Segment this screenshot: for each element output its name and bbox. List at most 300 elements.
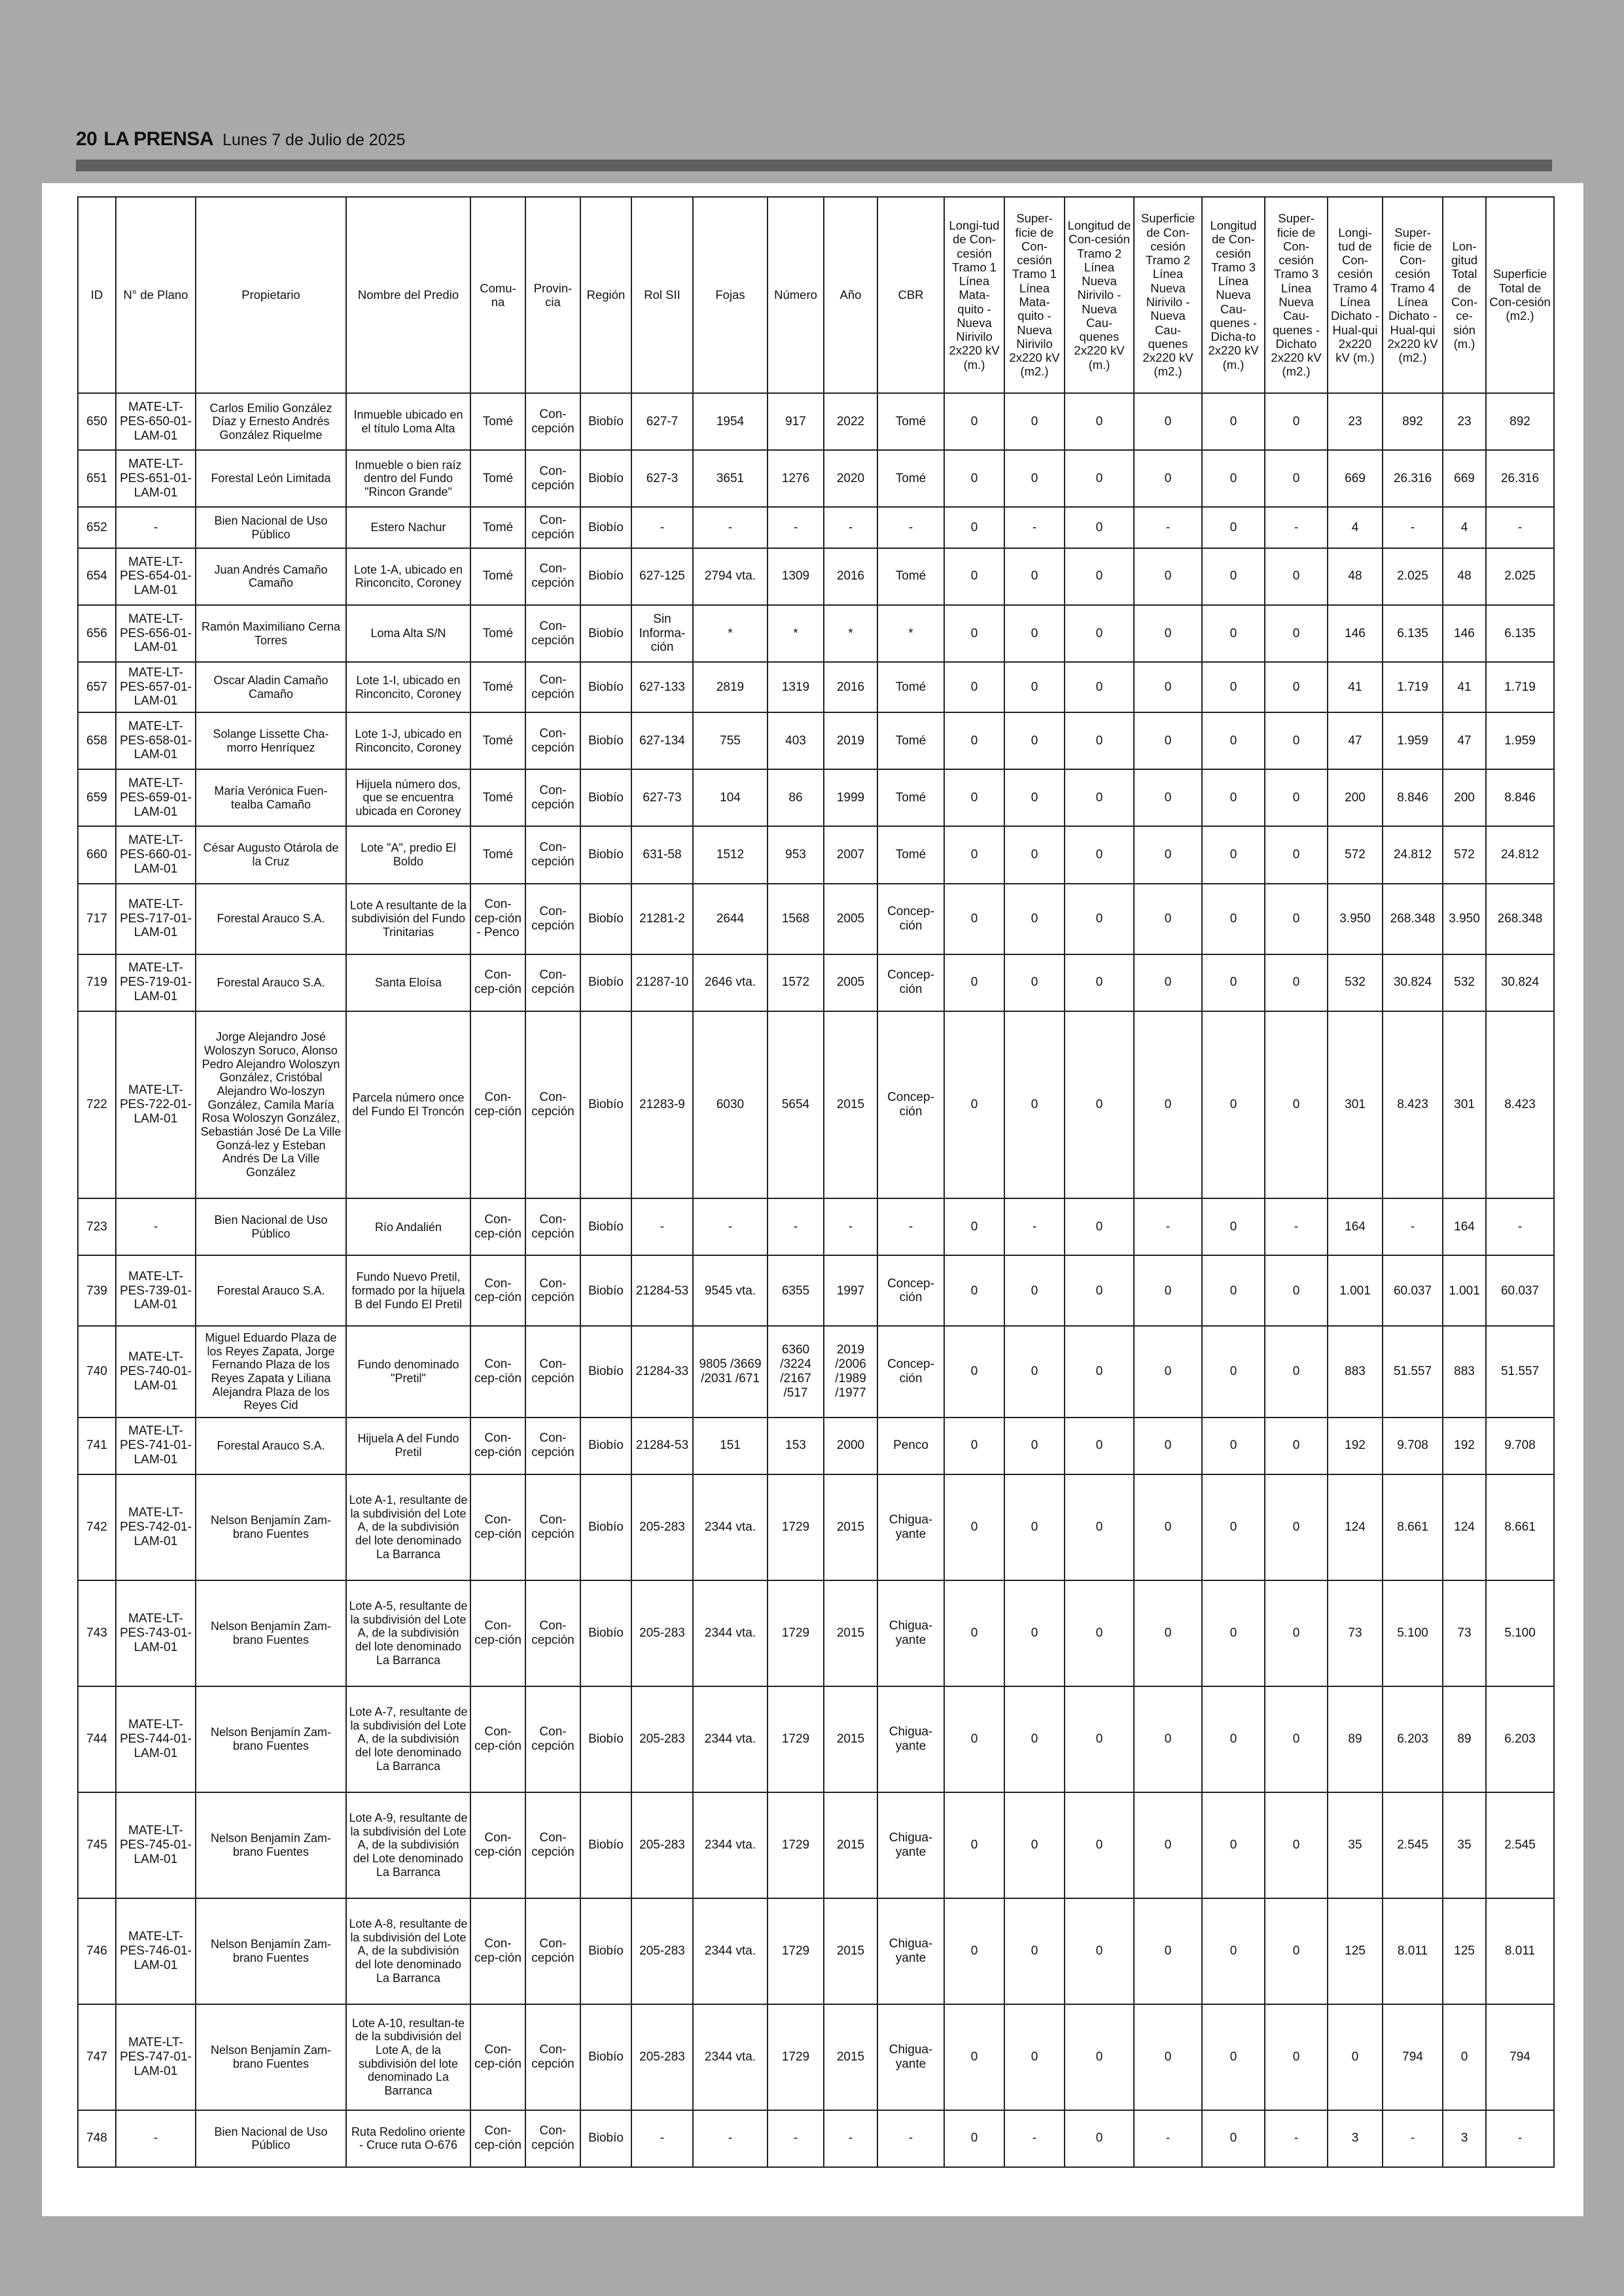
- table-cell: Tomé: [877, 450, 944, 507]
- table-cell: Con-cepción: [525, 1418, 580, 1474]
- table-cell: 2005: [824, 954, 877, 1011]
- table-cell: 0: [1065, 1418, 1134, 1474]
- table-cell: 205-283: [631, 2004, 693, 2110]
- table-cell: 8.846: [1383, 769, 1443, 826]
- column-header: Superficie de Con-cesión Tramo 2 Línea Nueva Nirivilo - Nueva Cau-quenes 2x220 kV (m2.): [1134, 197, 1202, 393]
- table-cell: 0: [944, 884, 1004, 954]
- table-cell: 0: [1265, 393, 1328, 450]
- table-cell: 9.708: [1486, 1418, 1554, 1474]
- table-cell: Con-cep-ción: [470, 1198, 525, 1255]
- table-cell: Biobío: [580, 605, 631, 662]
- table-cell: 0: [944, 605, 1004, 662]
- column-header: Comu-na: [470, 197, 525, 393]
- table-cell: 47: [1328, 712, 1383, 769]
- table-cell: 0: [1134, 1255, 1202, 1326]
- table-cell: 0: [1265, 1686, 1328, 1792]
- table-cell: 0: [1265, 954, 1328, 1011]
- table-cell: 0: [1134, 1686, 1202, 1792]
- table-cell: 0: [1265, 1580, 1328, 1686]
- table-cell: Con-cep-ción: [470, 1580, 525, 1686]
- table-cell: MATE-LT-PES-743-01-LAM-01: [116, 1580, 196, 1686]
- table-cell: 0: [1265, 1326, 1328, 1417]
- table-cell: Solange Lissette Cha-morro Henríquez: [196, 712, 346, 769]
- table-cell: Biobío: [580, 2110, 631, 2167]
- table-cell: 2344 vta.: [693, 2004, 768, 2110]
- table-cell: Biobío: [580, 1474, 631, 1580]
- table-cell: 0: [1265, 712, 1328, 769]
- table-cell: 0: [1004, 954, 1065, 1011]
- table-cell: *: [693, 605, 768, 662]
- table-cell: 0: [1065, 1326, 1134, 1417]
- table-cell: Fundo Nuevo Pretil, formado por la hijuela B del Fundo El Pretil: [346, 1255, 470, 1326]
- table-cell: Tomé: [877, 662, 944, 712]
- table-cell: -: [1383, 507, 1443, 548]
- table-cell: -: [1265, 1198, 1328, 1255]
- table-cell: 0: [1265, 1011, 1328, 1199]
- table-cell: Con-cep-ción: [470, 1011, 525, 1199]
- table-cell: 0: [944, 769, 1004, 826]
- table-cell: Con-cepción: [525, 662, 580, 712]
- table-cell: *: [824, 605, 877, 662]
- table-cell: 0: [1004, 1474, 1065, 1580]
- table-cell: 5.100: [1486, 1580, 1554, 1686]
- table-row: [78, 450, 1554, 507]
- table-cell: -: [824, 2110, 877, 2167]
- column-header: N° de Plano: [116, 197, 196, 393]
- table-row: [78, 884, 1554, 954]
- table-cell: 0: [1202, 450, 1265, 507]
- table-cell: 627-134: [631, 712, 693, 769]
- table-cell: 2016: [824, 662, 877, 712]
- table-cell: Con-cepción: [525, 1255, 580, 1326]
- table-cell: 0: [1065, 393, 1134, 450]
- table-cell: MATE-LT-PES-654-01-LAM-01: [116, 548, 196, 605]
- table-cell: 6.203: [1486, 1686, 1554, 1792]
- table-cell: 0: [944, 1198, 1004, 1255]
- table-cell: Inmueble ubicado en el título Loma Alta: [346, 393, 470, 450]
- table-cell: 1568: [768, 884, 824, 954]
- table-cell: Biobío: [580, 393, 631, 450]
- table-cell: 2344 vta.: [693, 1686, 768, 1792]
- table-cell: Ruta Redolino oriente - Cruce ruta O-676: [346, 2110, 470, 2167]
- table-cell: Concep-ción: [877, 1011, 944, 1199]
- table-cell: 650: [78, 393, 116, 450]
- table-cell: 23: [1443, 393, 1486, 450]
- table-cell: 200: [1443, 769, 1486, 826]
- table-cell: 1997: [824, 1255, 877, 1326]
- table-cell: 0: [944, 1326, 1004, 1417]
- table-cell: 669: [1443, 450, 1486, 507]
- table-cell: 0: [1202, 769, 1265, 826]
- table-cell: MATE-LT-PES-722-01-LAM-01: [116, 1011, 196, 1199]
- table-cell: 0: [1134, 1418, 1202, 1474]
- table-cell: -: [631, 2110, 693, 2167]
- table-row: [78, 1792, 1554, 1898]
- table-cell: 8.423: [1383, 1011, 1443, 1199]
- column-header: Año: [824, 197, 877, 393]
- table-row: [78, 1898, 1554, 2004]
- table-cell: 86: [768, 769, 824, 826]
- column-header: Número: [768, 197, 824, 393]
- table-cell: Forestal Arauco S.A.: [196, 1255, 346, 1326]
- table-cell: -: [1004, 1198, 1065, 1255]
- table-cell: 0: [1004, 1792, 1065, 1898]
- table-cell: 30.824: [1383, 954, 1443, 1011]
- table-cell: 73: [1443, 1580, 1486, 1686]
- table-cell: 627-73: [631, 769, 693, 826]
- column-header: ID: [78, 197, 116, 393]
- table-cell: Tomé: [470, 712, 525, 769]
- table-cell: 9805 /3669 /2031 /671: [693, 1326, 768, 1417]
- table-cell: Nelson Benjamín Zam-brano Fuentes: [196, 1474, 346, 1580]
- table-cell: Chigua-yante: [877, 1686, 944, 1792]
- table-cell: 2.025: [1383, 548, 1443, 605]
- table-cell: Con-cepción: [525, 826, 580, 883]
- table-cell: 1729: [768, 1898, 824, 2004]
- table-cell: -: [877, 2110, 944, 2167]
- column-header: Super-ficie de Con-cesión Tramo 4 Línea Dichato - Hual-qui 2x220 kV (m2.): [1383, 197, 1443, 393]
- table-cell: Lote A resultante de la subdivisión del Fundo Trinitarias: [346, 884, 470, 954]
- table-cell: Bien Nacional de Uso Público: [196, 2110, 346, 2167]
- table-cell: -: [693, 2110, 768, 2167]
- table-cell: Lote A-7, resultante de la subdivisión del Lote A, de la subdivisión del lote denominado La Barranca: [346, 1686, 470, 1792]
- table-cell: MATE-LT-PES-744-01-LAM-01: [116, 1686, 196, 1792]
- table-cell: Tomé: [877, 548, 944, 605]
- table-cell: Con-cepción: [525, 1198, 580, 1255]
- table-cell: 1309: [768, 548, 824, 605]
- table-cell: 0: [1065, 450, 1134, 507]
- table-cell: 89: [1443, 1686, 1486, 1792]
- table-cell: Con-cepción: [525, 1326, 580, 1417]
- table-cell: 192: [1443, 1418, 1486, 1474]
- column-header: Nombre del Predio: [346, 197, 470, 393]
- table-cell: 205-283: [631, 1474, 693, 1580]
- table-cell: 2016: [824, 548, 877, 605]
- table-cell: 745: [78, 1792, 116, 1898]
- table-cell: Biobío: [580, 1686, 631, 1792]
- table-cell: Con-cep-ción: [470, 2004, 525, 2110]
- table-cell: Hijuela A del Fundo Pretil: [346, 1418, 470, 1474]
- table-cell: 2819: [693, 662, 768, 712]
- table-cell: 6030: [693, 1011, 768, 1199]
- table-cell: 6.135: [1486, 605, 1554, 662]
- table-cell: Tomé: [470, 769, 525, 826]
- column-header: Región: [580, 197, 631, 393]
- table-cell: 0: [944, 662, 1004, 712]
- table-cell: Con-cepción: [525, 712, 580, 769]
- table-cell: Con-cep-ción: [470, 1792, 525, 1898]
- table-cell: 0: [1134, 826, 1202, 883]
- table-row: [78, 548, 1554, 605]
- table-cell: 0: [1004, 769, 1065, 826]
- column-header: Lon-gitud Total de Con-ce-sión (m.): [1443, 197, 1486, 393]
- table-cell: Tomé: [470, 507, 525, 548]
- table-cell: 0: [1004, 2004, 1065, 2110]
- table-cell: 2644: [693, 884, 768, 954]
- table-cell: 0: [1202, 2110, 1265, 2167]
- table-cell: 1729: [768, 2004, 824, 2110]
- table-cell: 8.661: [1486, 1474, 1554, 1580]
- table-cell: 51.557: [1486, 1326, 1554, 1417]
- table-cell: 205-283: [631, 1580, 693, 1686]
- table-cell: 2344 vta.: [693, 1474, 768, 1580]
- table-cell: 0: [944, 450, 1004, 507]
- table-cell: 4: [1443, 507, 1486, 548]
- table-cell: Concep-ción: [877, 1326, 944, 1417]
- table-cell: 631-58: [631, 826, 693, 883]
- table-cell: Miguel Eduardo Plaza de los Reyes Zapata, Jorge Fernando Plaza de los Reyes Zapata y Liliana Alejandra Plaza de los Reyes Cid: [196, 1326, 346, 1417]
- table-cell: Loma Alta S/N: [346, 605, 470, 662]
- table-cell: MATE-LT-PES-719-01-LAM-01: [116, 954, 196, 1011]
- table-cell: MATE-LT-PES-651-01-LAM-01: [116, 450, 196, 507]
- table-cell: Biobío: [580, 712, 631, 769]
- table-cell: Forestal Arauco S.A.: [196, 1418, 346, 1474]
- table-cell: 2005: [824, 884, 877, 954]
- table-row: [78, 826, 1554, 883]
- table-row: [78, 769, 1554, 826]
- table-cell: 21284-53: [631, 1418, 693, 1474]
- table-cell: 24.812: [1383, 826, 1443, 883]
- table-cell: 0: [1065, 1898, 1134, 2004]
- table-cell: 748: [78, 2110, 116, 2167]
- table-cell: -: [116, 2110, 196, 2167]
- table-cell: 0: [1328, 2004, 1383, 2110]
- table-cell: 652: [78, 507, 116, 548]
- table-cell: 89: [1328, 1686, 1383, 1792]
- table-cell: MATE-LT-PES-659-01-LAM-01: [116, 769, 196, 826]
- table-cell: 0: [1004, 393, 1065, 450]
- table-cell: Tomé: [470, 662, 525, 712]
- table-cell: -: [877, 1198, 944, 1255]
- table-cell: Santa Eloísa: [346, 954, 470, 1011]
- table-cell: Ramón Maximiliano Cerna Torres: [196, 605, 346, 662]
- table-cell: 0: [1202, 1898, 1265, 2004]
- table-cell: Oscar Aladin Camaño Camaño: [196, 662, 346, 712]
- table-cell: Con-cepción: [525, 954, 580, 1011]
- table-cell: -: [1265, 507, 1328, 548]
- table-cell: 0: [1443, 2004, 1486, 2110]
- table-cell: Río Andalién: [346, 1198, 470, 1255]
- table-cell: Tomé: [470, 393, 525, 450]
- table-cell: 1729: [768, 1474, 824, 1580]
- table-cell: 1999: [824, 769, 877, 826]
- table-cell: 73: [1328, 1580, 1383, 1686]
- table-cell: 164: [1328, 1198, 1383, 1255]
- table-cell: 532: [1443, 954, 1486, 1011]
- table-cell: 0: [1065, 2004, 1134, 2110]
- table-cell: -: [1383, 1198, 1443, 1255]
- table-cell: 0: [1065, 1474, 1134, 1580]
- table-cell: Tomé: [470, 450, 525, 507]
- table-cell: 6355: [768, 1255, 824, 1326]
- table-cell: 3.950: [1328, 884, 1383, 954]
- table-cell: 5654: [768, 1011, 824, 1199]
- table-cell: 0: [1202, 1418, 1265, 1474]
- table-cell: 2.545: [1383, 1792, 1443, 1898]
- table-cell: 21281-2: [631, 884, 693, 954]
- table-cell: 794: [1383, 2004, 1443, 2110]
- table-cell: 0: [1134, 1898, 1202, 2004]
- table-cell: 0: [944, 393, 1004, 450]
- table-cell: 0: [1202, 507, 1265, 548]
- table-cell: -: [877, 507, 944, 548]
- table-cell: 0: [1265, 1792, 1328, 1898]
- table-cell: 658: [78, 712, 116, 769]
- table-cell: Lote 1-A, ubicado en Rinconcito, Coroney: [346, 548, 470, 605]
- table-cell: 0: [1202, 1580, 1265, 1686]
- table-cell: Estero Nachur: [346, 507, 470, 548]
- table-cell: 1512: [693, 826, 768, 883]
- table-cell: -: [768, 1198, 824, 1255]
- table-cell: Biobío: [580, 450, 631, 507]
- table-cell: Penco: [877, 1418, 944, 1474]
- table-cell: 0: [1004, 605, 1065, 662]
- table-cell: 0: [1202, 1011, 1265, 1199]
- table-cell: 41: [1328, 662, 1383, 712]
- header-rule: [76, 160, 1552, 171]
- table-cell: 1729: [768, 1686, 824, 1792]
- table-cell: Sin Informa-ción: [631, 605, 693, 662]
- table-cell: Inmueble o bien raíz dentro del Fundo "Rincon Grande": [346, 450, 470, 507]
- table-cell: -: [1134, 507, 1202, 548]
- table-cell: 719: [78, 954, 116, 1011]
- table-cell: -: [631, 1198, 693, 1255]
- table-cell: 892: [1486, 393, 1554, 450]
- table-cell: Bien Nacional de Uso Público: [196, 507, 346, 548]
- table-row: [78, 954, 1554, 1011]
- table-cell: Lote A-5, resultante de la subdivisión del Lote A, de la subdivisión del lote denominado La Barranca: [346, 1580, 470, 1686]
- column-header: Longitud de Con-cesión Tramo 3 Línea Nueva Cau-quenes - Dicha-to 2x220 kV (m.): [1202, 197, 1265, 393]
- table-cell: Biobío: [580, 1898, 631, 2004]
- table-cell: 0: [1134, 450, 1202, 507]
- table-cell: 0: [944, 1418, 1004, 1474]
- table-cell: 654: [78, 548, 116, 605]
- page-sheet: [42, 183, 1583, 2216]
- table-cell: Con-cep-ción: [470, 1326, 525, 1417]
- table-cell: 669: [1328, 450, 1383, 507]
- table-cell: 2.025: [1486, 548, 1554, 605]
- table-cell: 0: [1065, 1792, 1134, 1898]
- table-cell: 268.348: [1486, 884, 1554, 954]
- table-cell: 0: [1134, 1011, 1202, 1199]
- table-cell: 0: [1004, 884, 1065, 954]
- table-cell: 657: [78, 662, 116, 712]
- table-cell: 0: [1202, 712, 1265, 769]
- table-row: [78, 1686, 1554, 1792]
- table-cell: 0: [1265, 826, 1328, 883]
- table-cell: 0: [1202, 393, 1265, 450]
- table-cell: 0: [1202, 1686, 1265, 1792]
- table-cell: 35: [1443, 1792, 1486, 1898]
- table-cell: 6360 /3224 /2167 /517: [768, 1326, 824, 1417]
- table-cell: 0: [1202, 1474, 1265, 1580]
- table-cell: -: [1134, 2110, 1202, 2167]
- table-cell: Con-cep-ción: [470, 1255, 525, 1326]
- table-cell: 0: [944, 548, 1004, 605]
- table-cell: 5.100: [1383, 1580, 1443, 1686]
- table-cell: 2015: [824, 1792, 877, 1898]
- table-cell: 0: [1065, 605, 1134, 662]
- table-row: [78, 393, 1554, 450]
- table-cell: 744: [78, 1686, 116, 1792]
- table-cell: Biobío: [580, 548, 631, 605]
- table-cell: 0: [1065, 2110, 1134, 2167]
- concession-table: [77, 196, 1555, 2168]
- table-cell: 0: [1004, 712, 1065, 769]
- table-cell: 747: [78, 2004, 116, 2110]
- table-cell: 0: [1065, 1686, 1134, 1792]
- table-cell: 0: [1134, 769, 1202, 826]
- table-row: [78, 2110, 1554, 2167]
- column-header: Longi-tud de Con-cesión Tramo 4 Línea Dichato - Hual-qui 2x220 kV (m.): [1328, 197, 1383, 393]
- table-cell: 0: [1004, 1011, 1065, 1199]
- table-cell: 627-7: [631, 393, 693, 450]
- table-cell: 0: [944, 954, 1004, 1011]
- table-cell: 627-3: [631, 450, 693, 507]
- table-cell: MATE-LT-PES-740-01-LAM-01: [116, 1326, 196, 1417]
- table-cell: Con-cepción: [525, 548, 580, 605]
- table-cell: Con-cep-ción: [470, 1418, 525, 1474]
- publication-name: LA PRENSA: [103, 128, 214, 150]
- page-number: 20: [76, 128, 97, 150]
- table-cell: 21284-33: [631, 1326, 693, 1417]
- table-cell: Biobío: [580, 1580, 631, 1686]
- table-cell: 0: [1265, 884, 1328, 954]
- table-header-row: [78, 197, 1554, 393]
- table-cell: 0: [944, 1898, 1004, 2004]
- table-cell: 164: [1443, 1198, 1486, 1255]
- table-cell: Biobío: [580, 1418, 631, 1474]
- table-cell: 2019: [824, 712, 877, 769]
- column-header: Provin-cia: [525, 197, 580, 393]
- table-cell: Con-cepción: [525, 884, 580, 954]
- table-cell: Tomé: [470, 605, 525, 662]
- table-cell: 532: [1328, 954, 1383, 1011]
- table-cell: 51.557: [1383, 1326, 1443, 1417]
- table-cell: Forestal Arauco S.A.: [196, 954, 346, 1011]
- table-cell: Nelson Benjamín Zam-brano Fuentes: [196, 1580, 346, 1686]
- table-cell: 205-283: [631, 1686, 693, 1792]
- table-cell: Con-cepción: [525, 507, 580, 548]
- table-cell: 0: [1004, 1686, 1065, 1792]
- table-cell: Con-cepción: [525, 1011, 580, 1199]
- table-cell: 0: [1202, 548, 1265, 605]
- table-cell: Biobío: [580, 884, 631, 954]
- table-cell: 26.316: [1383, 450, 1443, 507]
- table-cell: 0: [1134, 712, 1202, 769]
- table-cell: Biobío: [580, 826, 631, 883]
- table-cell: 739: [78, 1255, 116, 1326]
- table-cell: MATE-LT-PES-658-01-LAM-01: [116, 712, 196, 769]
- table-cell: 1.719: [1486, 662, 1554, 712]
- table-cell: 8.846: [1486, 769, 1554, 826]
- table-cell: 21287-10: [631, 954, 693, 1011]
- table-cell: 2646 vta.: [693, 954, 768, 1011]
- table-cell: 0: [1004, 1580, 1065, 1686]
- table-cell: 3651: [693, 450, 768, 507]
- table-cell: 0: [1134, 662, 1202, 712]
- table-cell: 953: [768, 826, 824, 883]
- table-cell: Con-cepción: [525, 450, 580, 507]
- table-cell: 125: [1443, 1898, 1486, 2004]
- table-cell: Chigua-yante: [877, 1580, 944, 1686]
- table-cell: Lote 1-I, ubicado en Rinconcito, Coroney: [346, 662, 470, 712]
- table-cell: MATE-LT-PES-741-01-LAM-01: [116, 1418, 196, 1474]
- table-cell: MATE-LT-PES-742-01-LAM-01: [116, 1474, 196, 1580]
- table-cell: 1276: [768, 450, 824, 507]
- table-cell: 627-133: [631, 662, 693, 712]
- table-cell: 146: [1443, 605, 1486, 662]
